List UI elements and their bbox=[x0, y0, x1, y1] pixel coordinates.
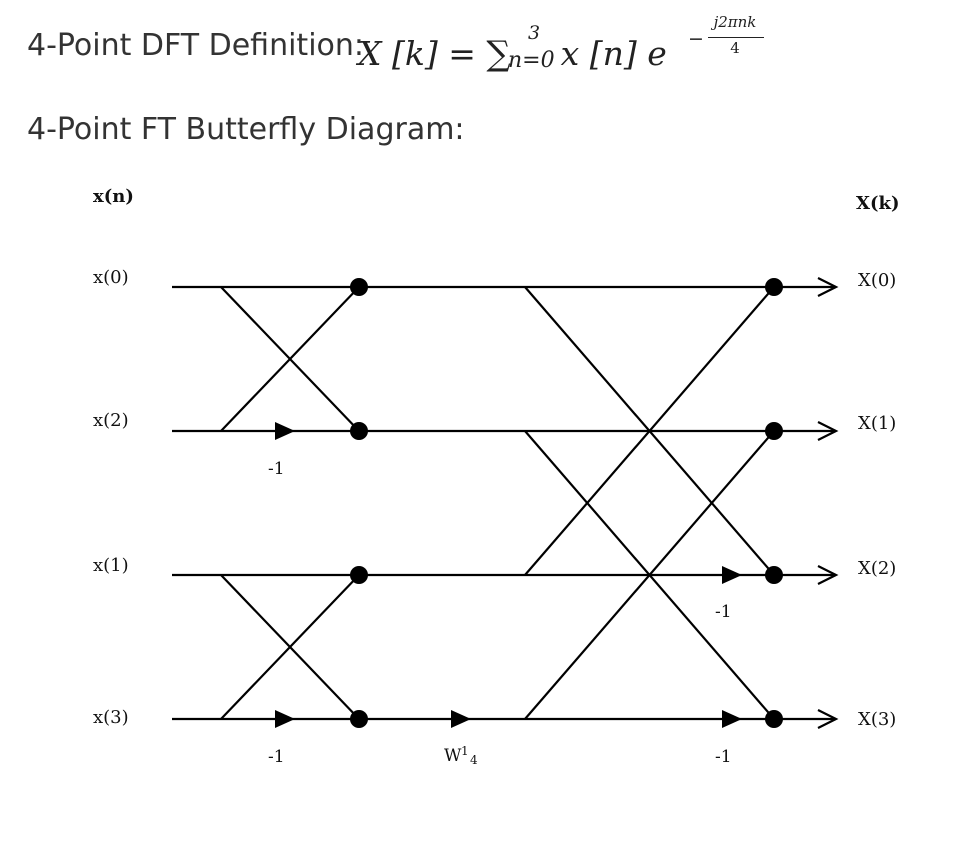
exponent-sign: − bbox=[688, 28, 704, 50]
arrow-stage2-row3 bbox=[722, 710, 742, 728]
input-header: x(n) bbox=[93, 186, 134, 207]
formula-lhs: X [k] bbox=[358, 34, 438, 73]
node bbox=[350, 710, 368, 728]
twiddle-base: W bbox=[444, 746, 462, 766]
exponent-numerator: j2πnk bbox=[713, 13, 757, 31]
summation-symbol: ∑ bbox=[486, 34, 511, 74]
input-label-2: x(1) bbox=[93, 555, 129, 576]
butterfly-diagram-title: 4-Point FT Butterfly Diagram: bbox=[27, 112, 465, 147]
exponent-denominator: 4 bbox=[730, 39, 740, 57]
node bbox=[765, 422, 783, 440]
arrow-twiddle bbox=[451, 710, 471, 728]
twiddle-factor-label bbox=[444, 744, 478, 767]
multiplier-label: -1 bbox=[268, 747, 285, 767]
node bbox=[765, 710, 783, 728]
arrow-stage1-row1 bbox=[275, 422, 295, 440]
arrow-stage2-row2 bbox=[722, 566, 742, 584]
multiplier-label: -1 bbox=[268, 459, 285, 479]
output-header: X(k) bbox=[856, 193, 900, 214]
sum-upper-limit: 3 bbox=[528, 22, 541, 44]
node bbox=[350, 278, 368, 296]
node bbox=[765, 566, 783, 584]
arrow-stage1-row3 bbox=[275, 710, 295, 728]
node bbox=[350, 422, 368, 440]
twiddle-superscript: 1 bbox=[461, 744, 469, 758]
twiddle-subscript: 4 bbox=[470, 753, 478, 767]
input-label-1: x(2) bbox=[93, 410, 129, 431]
formula-term: x [n] e bbox=[560, 34, 667, 73]
formula-equals: = bbox=[448, 34, 476, 73]
output-label-2: X(2) bbox=[858, 558, 897, 579]
node bbox=[765, 278, 783, 296]
dft-definition-title: 4-Point DFT Definition: bbox=[27, 28, 365, 63]
signal-lines bbox=[172, 278, 836, 728]
output-label-3: X(3) bbox=[858, 709, 897, 730]
node bbox=[350, 566, 368, 584]
sum-lower-limit: n=0 bbox=[508, 48, 555, 73]
input-label-0: x(0) bbox=[93, 267, 129, 288]
multiplier-label: -1 bbox=[715, 602, 732, 622]
output-label-1: X(1) bbox=[858, 413, 897, 434]
multiplier-label: -1 bbox=[715, 747, 732, 767]
output-label-0: X(0) bbox=[858, 270, 897, 291]
nodes bbox=[350, 278, 783, 728]
input-label-3: x(3) bbox=[93, 707, 129, 728]
